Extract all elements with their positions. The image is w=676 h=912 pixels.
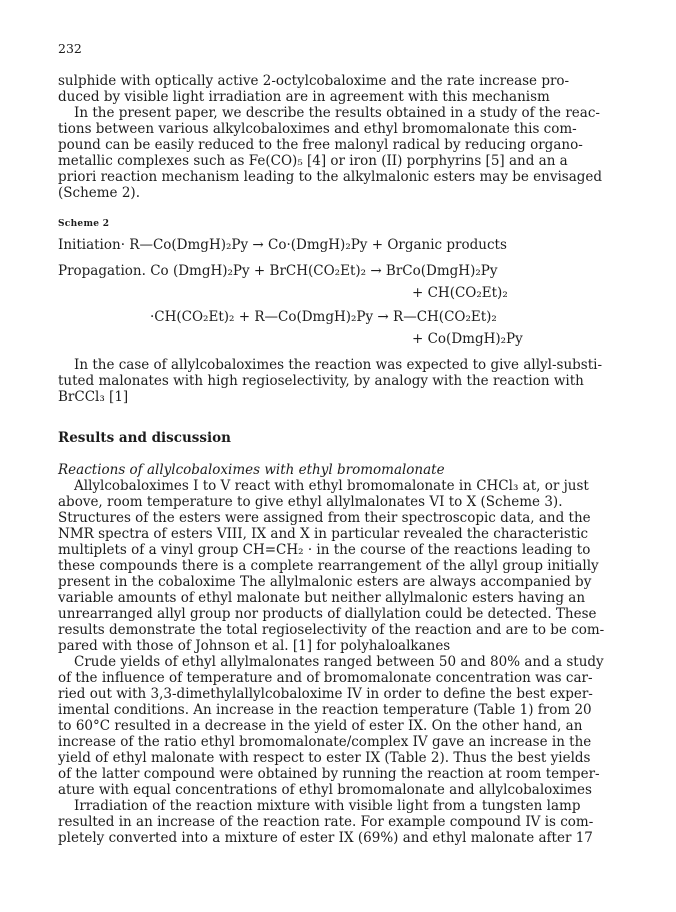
scheme-line-product: + Co(DmgH)₂Py [412, 331, 523, 347]
paragraph-line: results demonstrate the total regioselectivity of the reaction and are to be com- [58, 622, 605, 638]
paragraph-line: present in the cobaloxime The allylmalonic esters are always accompanied by [58, 574, 592, 590]
page-number: 232 [58, 41, 82, 56]
paragraph-line: variable amounts of ethyl malonate but neither allylmalonic esters having an [58, 590, 586, 606]
paragraph-line: NMR spectra of esters VIII, IX and X in particular revealed the characteristic [58, 526, 589, 542]
paragraph-line: BrCCl₃ [1] [58, 389, 129, 405]
paragraph-line: pared with those of Johnson et al. [1] for polyhaloalkanes [58, 638, 451, 654]
paragraph-line: ature with equal concentrations of ethyl bromomalonate and allylcobaloximes [58, 782, 592, 798]
paragraph-line: imental conditions. An increase in the reaction temperature (Table 1) from 20 [58, 702, 592, 718]
paragraph-line: to 60°C resulted in a decrease in the yield of ester IX. On the other hand, an [58, 718, 583, 734]
paragraph-line: priori reaction mechanism leading to the alkylmalonic esters may be envisaged [58, 169, 603, 185]
scheme-line-initiation: Initiation· R—Co(DmgH)₂Py → Co·(DmgH)₂Py + Organic products [58, 237, 507, 253]
paragraph-line: In the case of allylcobaloximes the reaction was expected to give allyl-substi- [74, 357, 603, 373]
paragraph-line: of the latter compound were obtained by running the reaction at room temper- [58, 766, 600, 782]
paragraph-line: of the influence of temperature and of bromomalonate concentration was car- [58, 670, 593, 686]
paragraph-line: yield of ethyl malonate with respect to ester IX (Table 2). Thus the best yields [58, 750, 591, 766]
paragraph-line: duced by visible light irradiation are in agreement with this mechanism [58, 89, 550, 105]
paragraph-line: resulted in an increase of the reaction rate. For example compound IV is com- [58, 814, 594, 830]
paragraph-line: tions between various alkylcobaloximes and ethyl bromomalonate this com- [58, 121, 577, 137]
paragraph-line: tuted malonates with high regioselectivity, by analogy with the reaction with [58, 373, 584, 389]
subsection-heading: Reactions of allylcobaloximes with ethyl bromomalonate [58, 462, 445, 478]
section-heading: Results and discussion [58, 430, 231, 446]
paragraph-line: Allylcobaloximes I to V react with ethyl bromomalonate in CHCl₃ at, or just [74, 478, 589, 494]
paragraph-line: Structures of the esters were assigned from their spectroscopic data, and the [58, 510, 591, 526]
paragraph-line: ried out with 3,3-dimethylallylcobaloxime IV in order to define the best exper- [58, 686, 593, 702]
scheme-label: Scheme 2 [58, 219, 110, 229]
paragraph-line: metallic complexes such as Fe(CO)₅ [4] or iron (II) porphyrins [5] and an a [58, 153, 568, 169]
paragraph-line: multiplets of a vinyl group CH=CH₂ · in the course of the reactions leading to [58, 542, 591, 558]
paragraph-line: unrearranged allyl group nor products of diallylation could be detected. These [58, 606, 597, 622]
paragraph-line: pletely converted into a mixture of ester IX (69%) and ethyl malonate after 17 [58, 830, 593, 846]
paragraph-line: Crude yields of ethyl allylmalonates ranged between 50 and 80% and a study [74, 654, 604, 670]
paragraph-line: In the present paper, we describe the results obtained in a study of the reac- [74, 105, 600, 121]
paragraph-line: pound can be easily reduced to the free malonyl radical by reducing organo- [58, 137, 583, 153]
paragraph-line: these compounds there is a complete rearrangement of the allyl group initially [58, 558, 599, 574]
paragraph-line: Irradiation of the reaction mixture with visible light from a tungsten lamp [74, 798, 581, 814]
scheme-line-propagation: Propagation. Co (DmgH)₂Py + BrCH(CO₂Et)₂ → BrCo(DmgH)₂Py [58, 263, 498, 279]
paragraph-line: above, room temperature to give ethyl allylmalonates VI to X (Scheme 3). [58, 494, 563, 510]
scheme-line-radical: ·CH(CO₂Et)₂ + R—Co(DmgH)₂Py → R—CH(CO₂Et)₂ [150, 309, 497, 325]
paragraph-line: (Scheme 2). [58, 185, 140, 201]
paragraph-line: sulphide with optically active 2-octylcobaloxime and the rate increase pro- [58, 73, 570, 89]
paragraph-line: increase of the ratio ethyl bromomalonate/complex IV gave an increase in the [58, 734, 592, 750]
scheme-line-product: + CH(CO₂Et)₂ [412, 285, 508, 301]
